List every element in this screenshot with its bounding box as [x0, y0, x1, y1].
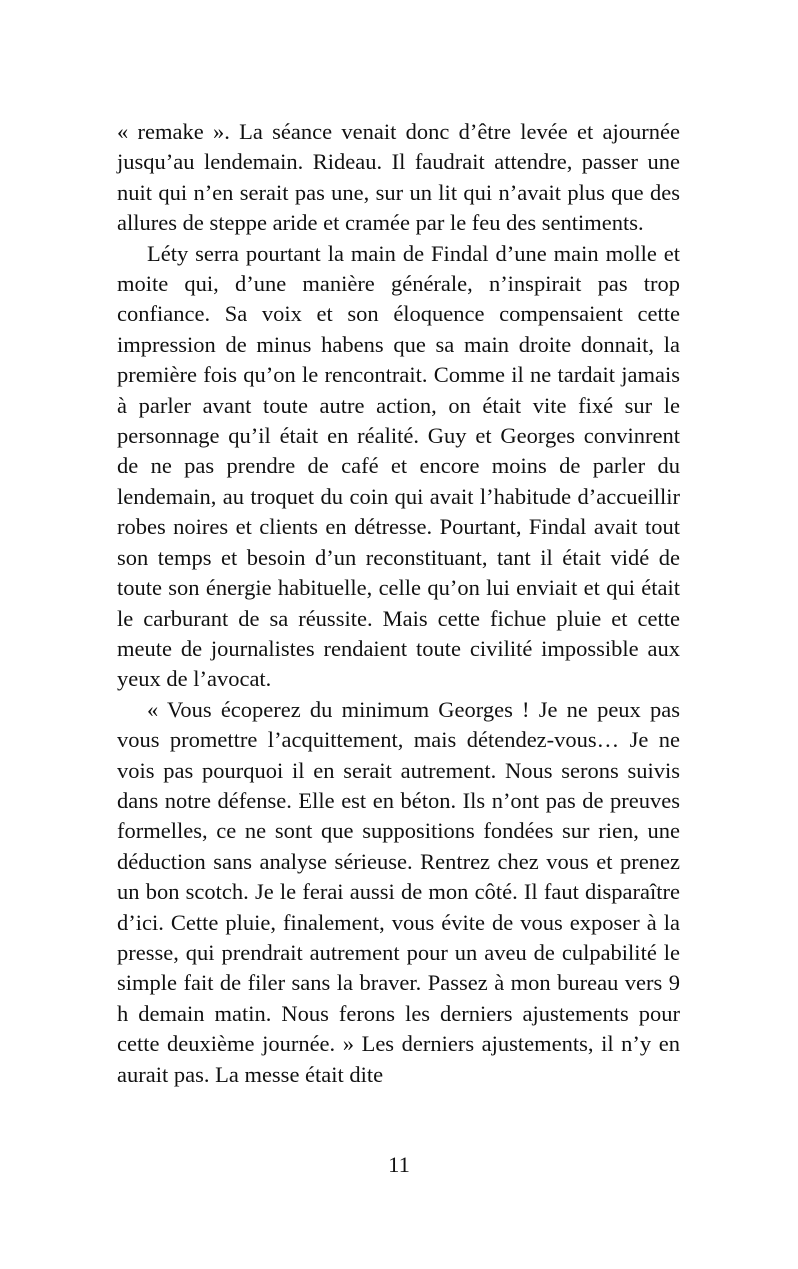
- page-number: 11: [388, 1152, 410, 1177]
- body-text: [117, 117, 680, 1090]
- paragraph-2: Léty serra pourtant la main de Findal d’une main molle et moite qui, d’une manière générale, n’inspirait pas trop confiance. Sa voix et son éloquence compensaient cette impression de minus habens que sa main droite donnait, la première fois qu’on le rencontrait. Comme il ne tardait jamais à parler avant toute autre action, on était vite fixé sur le personnage qu’il était en réalité. Guy et Georges convinrent de ne pas prendre de café et encore moins de parler du lendemain, au troquet du coin qui avait l’habitude d’accueillir robes noires et clients en détresse. Pourtant, Findal avait tout son temps et besoin d’un reconstituant, tant il était vidé de toute son énergie habituelle, celle qu’on lui enviait et qui était le carburant de sa réussite. Mais cette fichue pluie et cette meute de journalistes rendaient toute civilité impossible aux yeux de l’avocat.: [117, 240, 680, 692]
- paragraph-3: « Vous écoperez du minimum Georges ! Je ne peux pas vous promettre l’acquittement, mais détendez-vous… Je ne vois pas pourquoi il en serait autrement. Nous serons suivis dans notre défense. Elle est en béton. Ils n’ont pas de preuves formelles, ce ne sont que suppositions fondées sur rien, une déduction sans analyse sérieuse. Rentrez chez vous et prenez un bon scotch. Je le ferai aussi de mon côté. Il faut disparaître d’ici. Cette pluie, finalement, vous évite de vous exposer à la presse, qui prendrait autrement pour un aveu de culpabilité le simple fait de filer sans la braver. Passez à mon bureau vers 9 h demain matin. Nous ferons les derniers ajustements pour cette deuxième journée. » Les derniers ajustements, il n’y en aurait pas. La messe était dite: [117, 696, 680, 1087]
- paragraph-1: « remake ». La séance venait donc d’être levée et ajournée jusqu’au lendemain. Rideau. Il faudrait attendre, passer une nuit qui n’en serait pas une, sur un lit qui n’avait plus que des allures de steppe aride et cramée par le feu des sentiments.: [117, 119, 680, 236]
